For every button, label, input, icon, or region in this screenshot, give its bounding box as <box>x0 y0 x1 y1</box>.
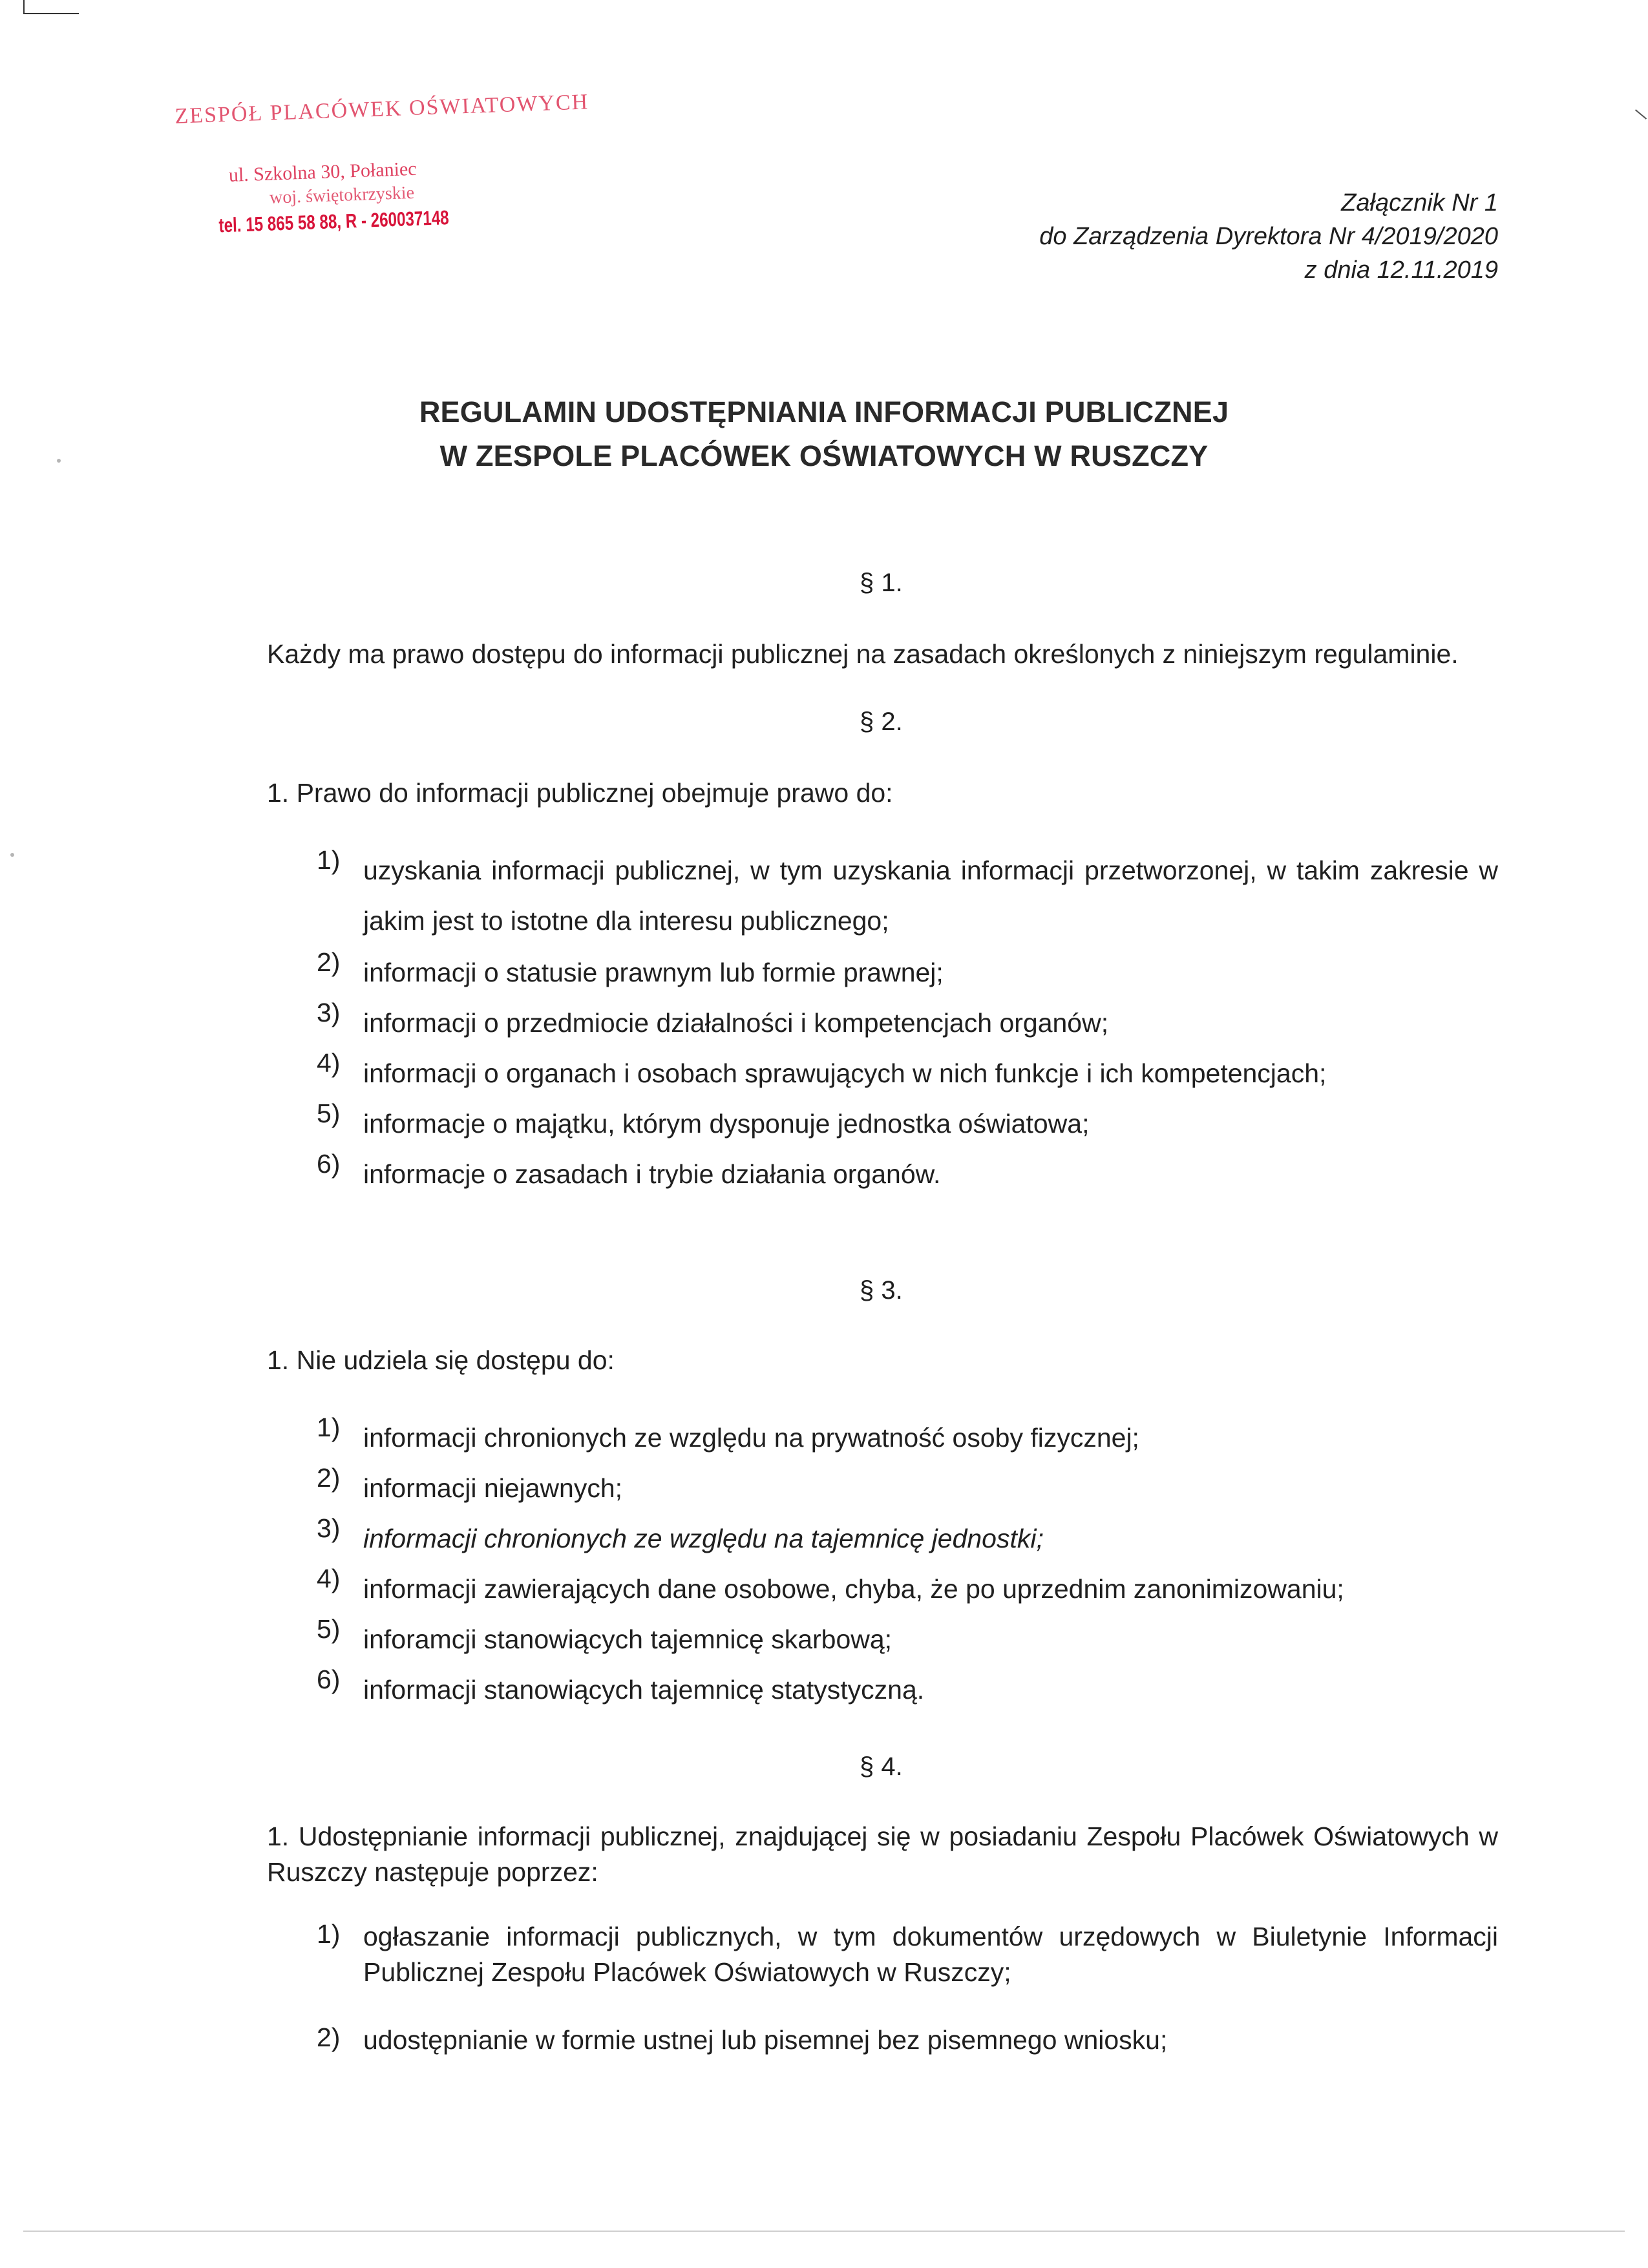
list-item-text: informacji stanowiących tajemnicę statystyczną. <box>363 1675 925 1705</box>
title-line: REGULAMIN UDOSTĘPNIANIA INFORMACJI PUBLICZNEJ <box>419 395 1229 428</box>
list-item <box>317 1048 1498 1098</box>
stamp-line: tel. 15 865 58 88, R - 260037148 <box>218 206 450 237</box>
list-item-text: informacji o organach i osobach sprawujących w nich funkcje i ich kompetencjach; <box>363 1058 1327 1088</box>
list-item <box>317 1614 1498 1664</box>
section-mark: § 2. <box>860 708 903 736</box>
list-item-number: 1) <box>317 1919 341 1949</box>
list-lead: 1. Nie udziela się dostępu do: <box>267 1345 615 1375</box>
list-item-number: 3) <box>317 1513 341 1543</box>
list-item-number: 6) <box>317 1664 341 1694</box>
list-item-text: informacji chronionych ze względu na prywatność osoby fizycznej; <box>363 1423 1139 1453</box>
list-item <box>317 845 1498 946</box>
list-item-text: informacji o przedmiocie działalności i kompetencjach organów; <box>363 1008 1109 1038</box>
list-item-text: udostępnianie w formie ustnej lub pisemnej bez pisemnego wniosku; <box>363 2025 1168 2055</box>
list-item-text: informacji chronionych ze względu na tajemnicę jednostki; <box>363 1524 1044 1553</box>
list-item <box>317 1919 1498 1990</box>
list-item-number: 5) <box>317 1098 341 1128</box>
attachment-number: Załącznik Nr 1 <box>1341 189 1498 216</box>
list-item <box>317 1463 1498 1513</box>
list-item-text: informacje o zasadach i trybie działania organów. <box>363 1159 941 1189</box>
section-mark: § 4. <box>860 1752 903 1781</box>
scan-edge-mark <box>1635 109 1647 120</box>
stamp-line: ul. Szkolna 30, Połaniec <box>228 158 417 186</box>
institution-stamp <box>169 90 589 272</box>
paragraph: 1. Udostępnianie informacji publicznej, znajdującej się w posiadaniu Zespołu Placówek Oświatowych w Ruszczy następuje poprzez: <box>267 1822 1498 1887</box>
list-item <box>317 1149 1498 1199</box>
attachment-order: do Zarządzenia Dyrektora Nr 4/2019/2020 <box>1039 223 1498 250</box>
list-lead: 1. Prawo do informacji publicznej obejmuje prawo do: <box>267 778 893 808</box>
scan-speck <box>10 853 14 857</box>
list-item-number: 5) <box>317 1614 341 1644</box>
list-item-number: 2) <box>317 1463 341 1493</box>
list-item-number: 1) <box>317 1412 341 1442</box>
list-item <box>317 1564 1498 1614</box>
list-item-number: 1) <box>317 845 341 875</box>
list-item-number: 2) <box>317 2022 341 2052</box>
list-item-text: informacji zawierających dane osobowe, chyba, że po uprzednim zanonimizowaniu; <box>363 1574 1344 1604</box>
scan-bottom-edge <box>23 2231 1625 2232</box>
scan-edge-mark <box>23 13 79 14</box>
stamp-line: ZESPÓŁ PLACÓWEK OŚWIATOWYCH <box>174 90 589 129</box>
list-item <box>317 947 1498 998</box>
list-item-number: 3) <box>317 998 341 1027</box>
list-item <box>317 1513 1498 1564</box>
list-item-text: ogłaszanie informacji publicznych, w tym dokumentów urzędowych w Biuletynie Informacji Publicznej Zespołu Placówek Oświatowych w Ruszczy; <box>363 1922 1498 1987</box>
list-item <box>317 1664 1498 1715</box>
stamp-line: woj. świętokrzyskie <box>269 182 415 208</box>
attachment-reference <box>1039 186 1498 287</box>
list-item-text: uzyskania informacji publicznej, w tym uzyskania informacji przetworzonej, w takim zakresie w jakim jest to istotne dla interesu publicznego; <box>363 856 1498 936</box>
list-item-number: 4) <box>317 1048 341 1078</box>
title-line: W ZESPOLE PLACÓWEK OŚWIATOWYCH W RUSZCZY <box>439 439 1209 472</box>
list-item-text: informacji niejawnych; <box>363 1473 623 1503</box>
list-item <box>317 2022 1498 2058</box>
list-item <box>317 1412 1498 1463</box>
list-item-text: informacje o majątku, którym dysponuje jednostka oświatowa; <box>363 1109 1090 1139</box>
section-mark: § 3. <box>860 1276 903 1305</box>
list-item-number: 4) <box>317 1564 341 1593</box>
list-item-number: 2) <box>317 947 341 977</box>
scan-edge-mark <box>23 0 25 13</box>
list-item <box>317 1098 1498 1149</box>
section-mark: § 1. <box>860 569 903 597</box>
attachment-date: z dnia 12.11.2019 <box>1304 257 1498 284</box>
list-item-text: inforamcji stanowiących tajemnicę skarbową; <box>363 1624 893 1654</box>
list-item-number: 6) <box>317 1149 341 1179</box>
list-item-text: informacji o statusie prawnym lub formie prawnej; <box>363 958 944 987</box>
list-item <box>317 998 1498 1048</box>
paragraph: Każdy ma prawo dostępu do informacji publicznej na zasadach określonych z niniejszym regulaminie. <box>267 639 1459 669</box>
document-title <box>0 390 1648 478</box>
